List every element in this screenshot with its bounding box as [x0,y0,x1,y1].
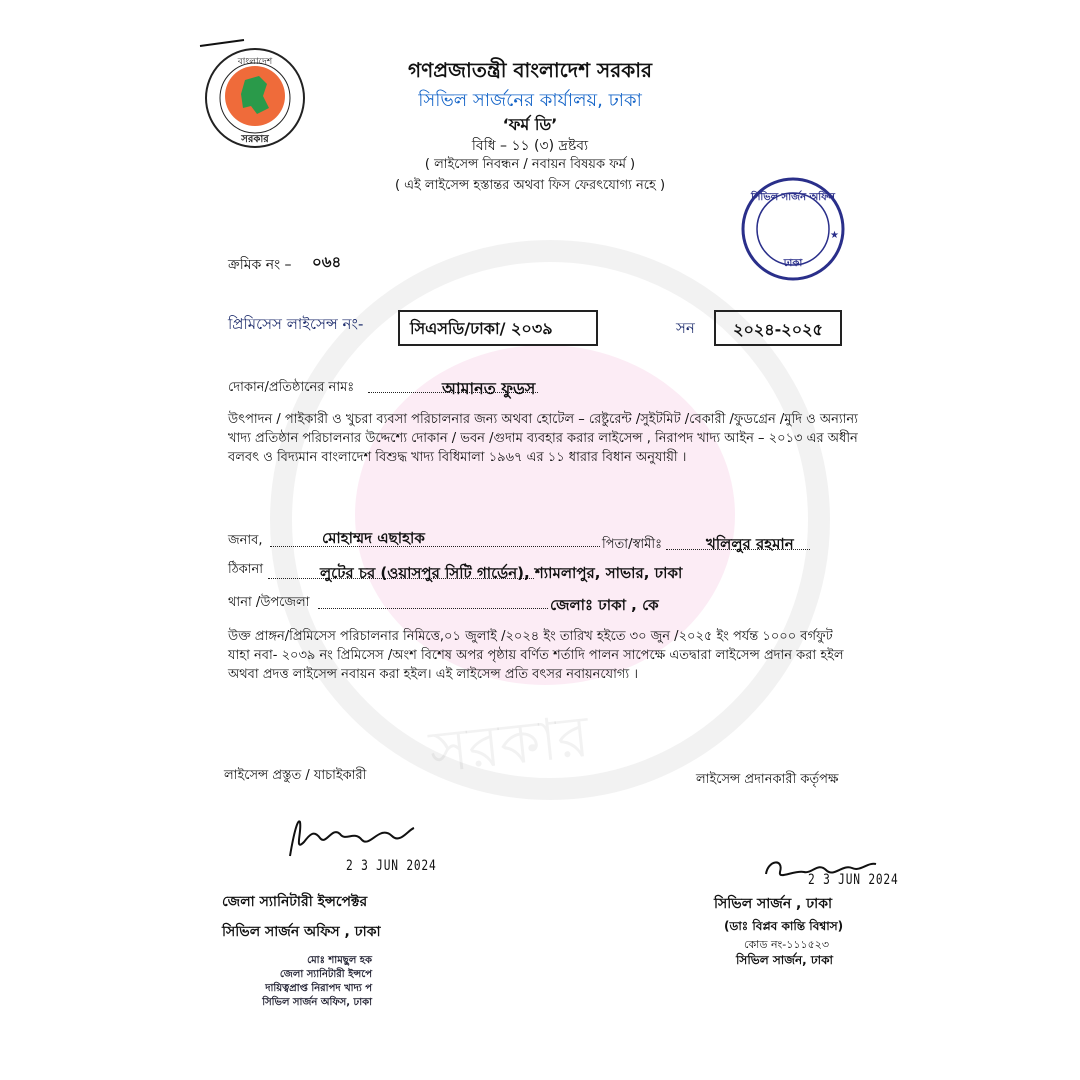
stamp-line: দায়িত্বপ্রাপ্ত নিরাপদ খাদ্য প [265,983,372,994]
address-label: ঠিকানা [228,562,264,577]
rule-reference: বিধি – ১১ (৩) দ্রষ্টব্য [471,138,589,154]
svg-text:বাংলাদেশ: বাংলাদেশ [237,57,273,67]
shop-label: দোকান/প্রতিষ্ঠানের নামঃ [228,380,355,395]
civil-surgeon-code: কোড নং-১১১৫২৩ [744,938,830,951]
inspector-title: জেলা স্যানিটারী ইন্সপেক্টর [222,894,368,910]
father-label: পিতা/স্বামীঃ [602,537,662,552]
inspector-stamp [240,954,372,1010]
thana-label: থানা /উপজেলা [228,595,310,610]
license-purpose-paragraph: উৎপাদন / পাইকারী ও খুচরা ব্যবসা পরিচালনার জন্য অথবা হোটেল – রেষ্টুরেন্ট /সুইটমিট /বেকারী /ফুডগ্রেন /মুদি ও অন্যান্য খাদ্য প্রতিষ্ঠান পরিচালনার উদ্দেশ্যে দোকান / ভবন /গুদাম ব্যবহার করার লাইসেন্স , নিরাপদ খাদ্য আইন – ২০১৩ এর অধীন বলবৎ ও বিদ্যমান বাংলাদেশ বিশুদ্ধ খাদ্য বিধিমালা ১৯৬৭ এর ১১ ধারার বিধান অনুযায়ী । [228,412,858,465]
license-type: ( লাইসেন্স নিবন্ধন / নবায়ন বিষয়ক ফর্ম ) [424,157,636,172]
address-value: লুটের চর (ওয়াসপুর সিটি গার্ডেন), শ্যামলাপুর, সাভার, ঢাকা [320,564,683,582]
shop-name: আমানত ফুডস [442,379,536,398]
civil-surgeon-name: (ডাঃ বিপ্লব কান্তি বিশ্বাস) [724,919,844,933]
stamp-line: মোঃ শামছুল হক [307,955,372,966]
prepared-by-label: লাইসেন্স প্রস্তুত / যাচাইকারী [224,768,367,783]
serial-number: ০৬৪ [312,253,342,271]
svg-text:সরকার: সরকার [241,134,269,145]
district-value: জেলাঃ ঢাকা , কে [550,596,659,614]
svg-text:সিভিল সার্জন অফিস: সিভিল সার্জন অফিস [750,192,836,203]
inspector-signature-icon [280,812,420,864]
premises-license-number: সিএসডি/ঢাকা/ ২০৩৯ [398,310,598,346]
civil-surgeon-office: সিভিল সার্জন, ঢাকা [736,953,834,967]
civil-surgeon-date-stamp: 2 3 JUN 2024 [808,872,899,888]
issuing-authority-label: লাইসেন্স প্রদানকারী কর্তৃপক্ষ [696,772,839,787]
holder-dotted-line [270,546,600,547]
session-value: ২০২৪-২০২৫ [714,310,842,346]
office-title: সিভিল সার্জনের কার্যালয়, ঢাকা [418,90,642,111]
non-refundable-note: ( এই লাইসেন্স হস্তান্তর অথবা ফিস ফেরৎযোগ্য নহে ) [394,178,666,193]
svg-text:ঢাকা: ঢাকা [783,258,803,269]
inspector-office: সিভিল সার্জন অফিস , ঢাকা [222,924,381,940]
thana-dotted-line [318,608,548,609]
svg-text:★: ★ [830,230,839,241]
inspector-date-stamp: 2 3 JUN 2024 [346,858,437,874]
government-seal-icon [203,46,307,150]
premises-license-label: প্রিমিসেস লাইসেন্স নং- [228,315,364,333]
stamp-line: সিভিল সার্জন অফিস, ঢাকা [262,997,372,1008]
serial-label: ক্রমিক নং – [228,257,292,273]
holder-label: জনাব, [228,533,263,548]
form-name: ‘ফর্ম ডি’ [502,115,558,134]
session-label: সন [676,319,695,337]
holder-name: মোহাম্মদ এছাহাক [322,529,425,547]
watermark-text: সরকার [426,701,593,787]
civil-surgeon-title: সিভিল সার্জন , ঢাকা [714,896,833,912]
stamp-line: জেলা স্যানিটারী ইন্সপে [279,969,372,980]
government-title: গণপ্রজাতন্ত্রী বাংলাদেশ সরকার [408,58,652,82]
license-validity-paragraph: উক্ত প্রাঙ্গন/প্রিমিসেস পরিচালনার নিমিত্তে,০১ জুলাই /২০২৪ ইং তারিখ হইতে ৩০ জুন /২০২৫ ইং পর্যন্ত ১০০০ বর্গফুট যাহা নবা- ২০৩৯ নং প্রিমিসেস /অংশ বিশেষ অপর পৃষ্ঠায় বর্ণিত শর্তাদি পালন সাপেক্ষে এতদ্বারা লাইসেন্স প্রদান করা হইল অথবা প্রদত্ত লাইসেন্স নবায়ন করা হইল। এই লাইসেন্স প্রতি বৎসর নবায়নযোগ্য । [228,629,844,682]
father-name: খলিলুর রহমান [706,535,794,553]
